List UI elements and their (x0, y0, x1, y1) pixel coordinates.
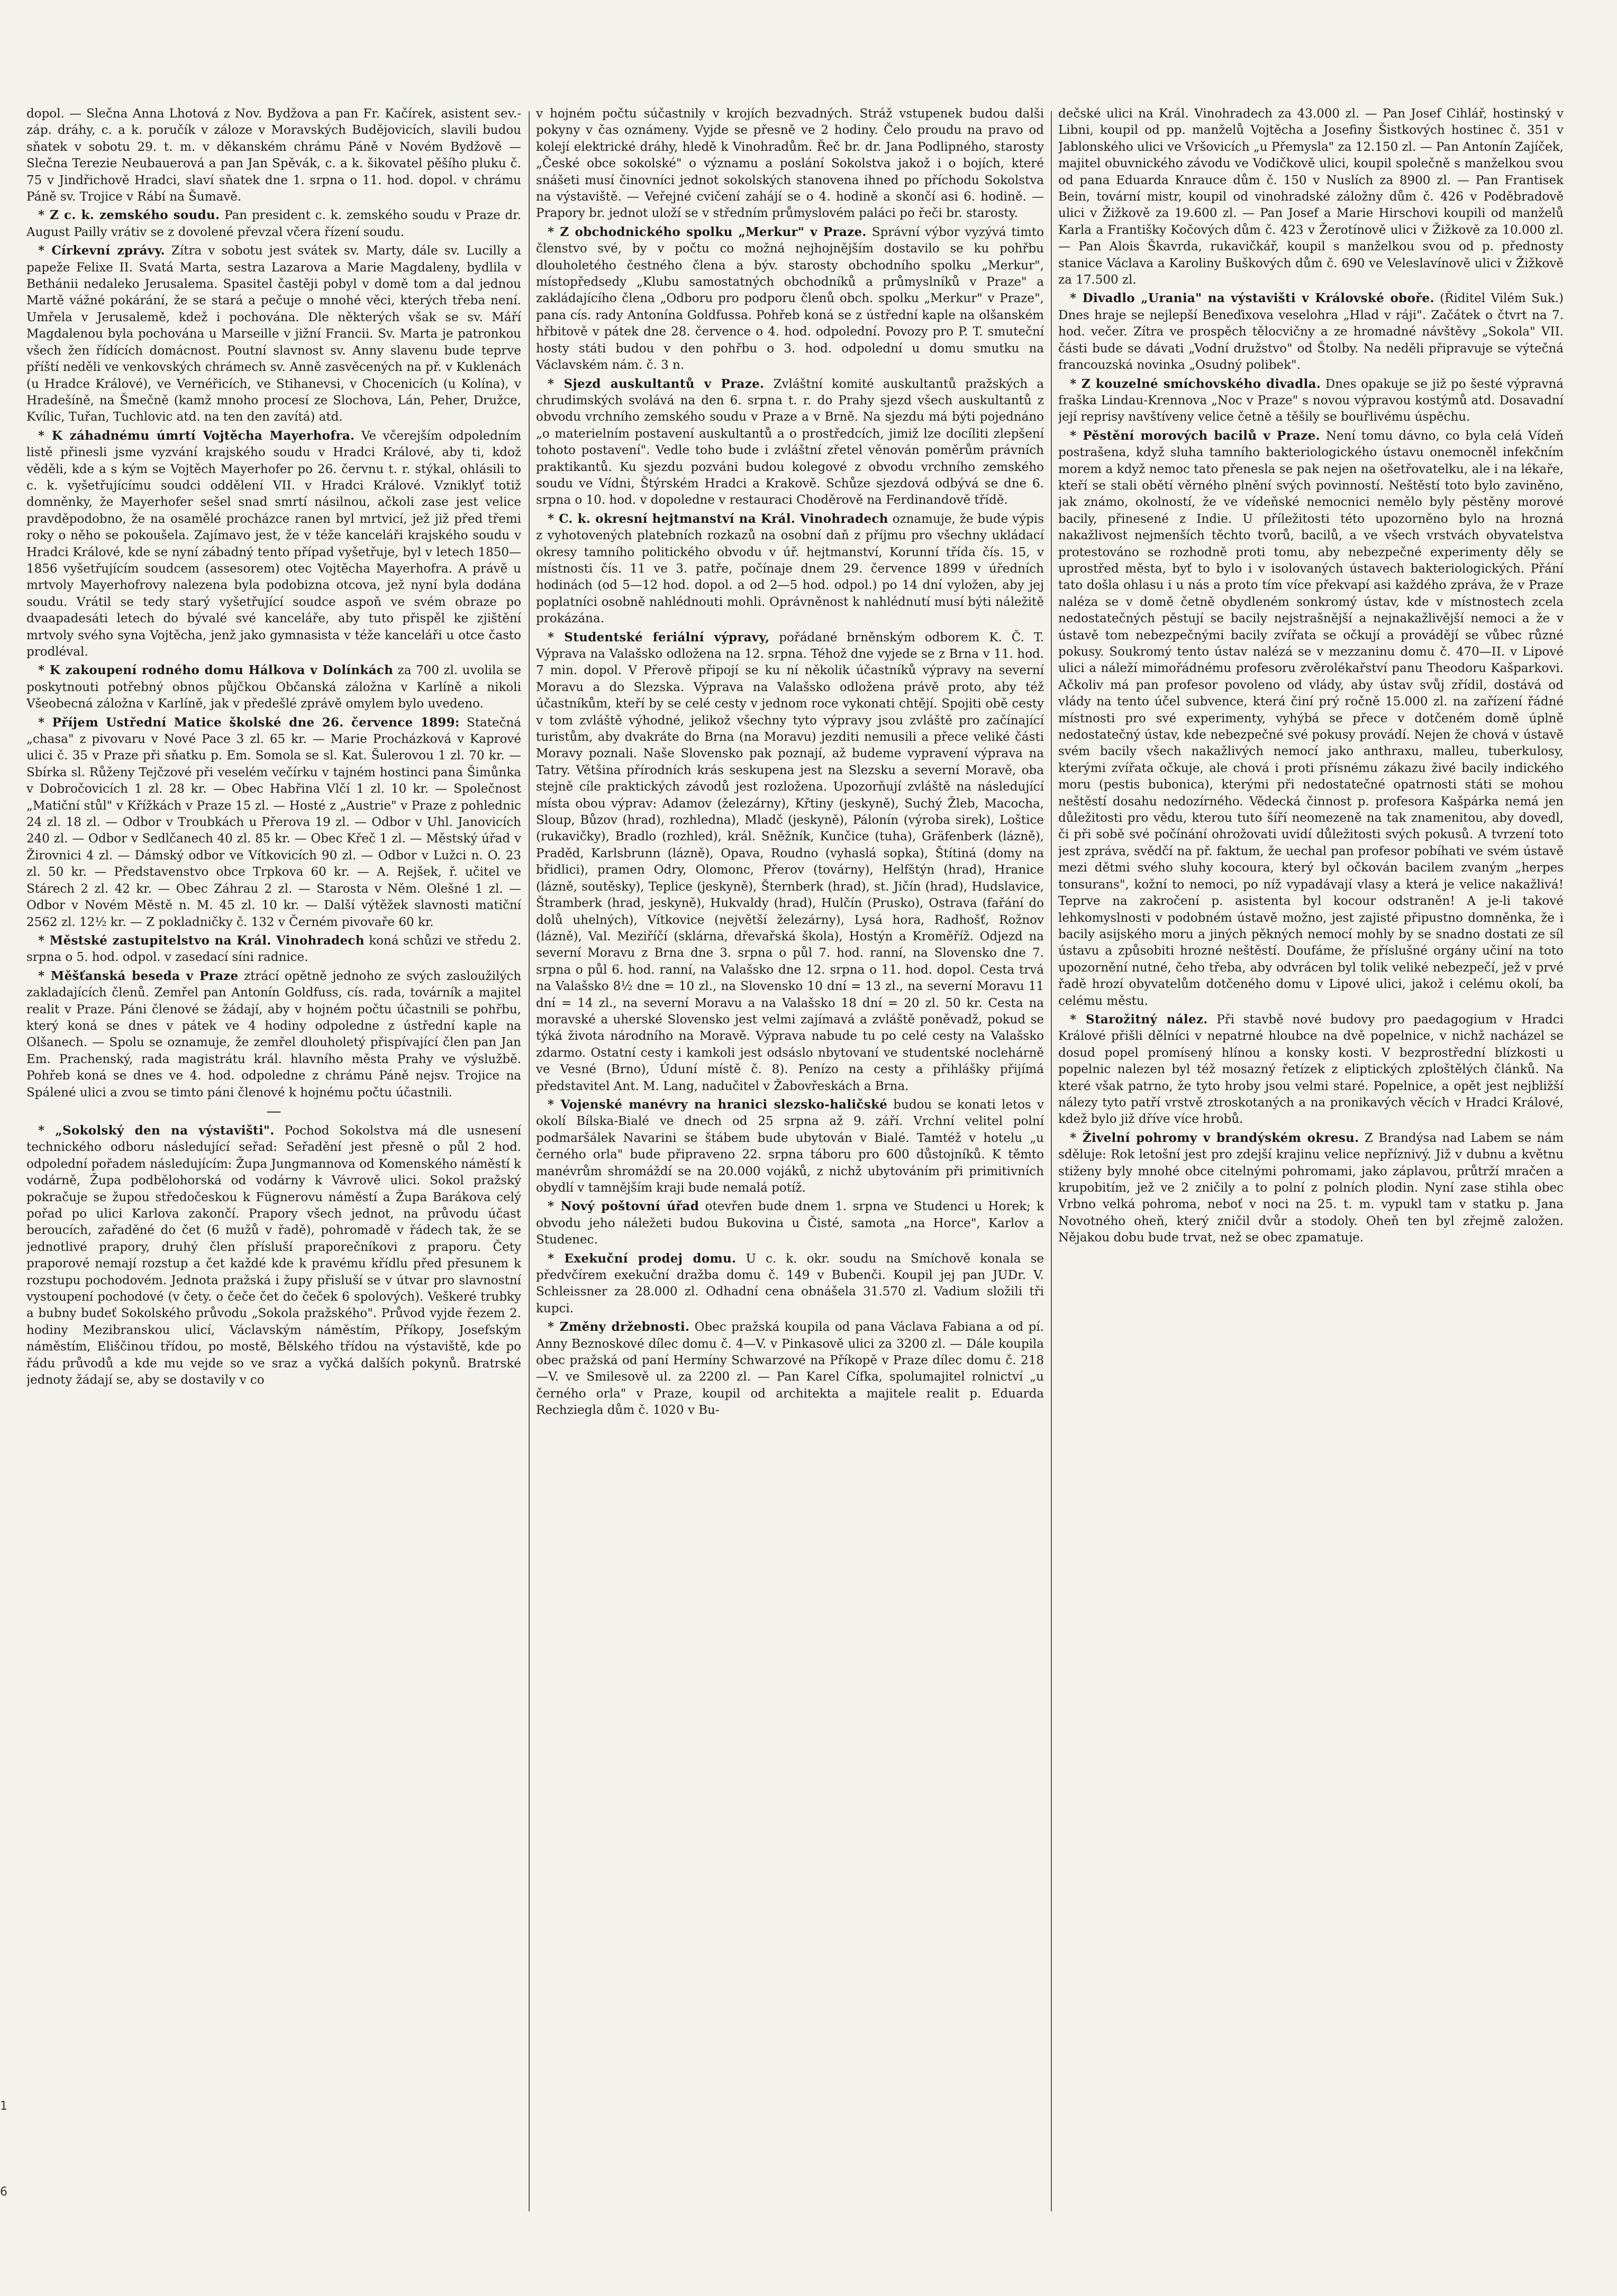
article-text: (Řiditel Vilém Suk.) Dnes hraje se nejlepší Beneďixova veselohra „Hlad v ráji". Začátek o čtvrt na 7. hod. večer. Zítra ve prospěch tělocvičny a ze hromadné návštěvy „Sokola" VII. části bude se dávati „Vodní družstvo" od Štolby. Na neděli připravuje se výtečná francouzská novinka „Osudný polibek". (1058, 292, 1564, 373)
article-headline: * Exekuční prodej domu. (548, 1251, 737, 1266)
edge-mark: 6 (0, 2185, 7, 2199)
article-text: otevřen bude dnem 1. srpna ve Studenci u Horek; k obvodu jeho náležeti budou Bukovina u Čisté, samota „na Horce", Karlov a Studenec. (536, 1200, 1044, 1247)
article-paragraph (536, 629, 1044, 1095)
article-paragraph (1058, 1011, 1564, 1128)
article-headline: * Starožitný nález. (1070, 1012, 1208, 1027)
article-text: Správní výbor vyzývá timto členstvo své, by v počtu co možná nejhojnějším dostavilo se ku pohřbu dlouholetého čestného člena a býv. starosty obchodního spolku „Merkur", místopředsedy „Klubu samostatných obchodníků a průmyslníků v Praze" a zakládajícího člena „Odboru pro podporu členů obch. spolku „Merkur" v Praze", pana cís. rady Antonína Goldfussa. Pohřeb koná se z ústřední kaple na olšanském hřbitově v pátek dne 28. července o 4. hod. odpolední. Povozy pro P. T. smuteční hosty státi budou v den pohřbu o 3. hod. odpolední u domu smutku na Václavském nám. č. 3 n. (536, 225, 1044, 373)
article-text: Z Brandýsa nad Labem se nám sděluje: Rok letošní jest pro zdejší krajinu velice nepříznivý. Již v dubnu a květnu stiženy byly mnohé obce citelnými pohromami, jako záplavou, průtrží mračen a krupobitím, jež ve 2 zničily a to polní z polních plodin. Nyní zase stihla obec Vrbno velká pohroma, neboť v noci na 25. t. m. vypukl tam v statku p. Jana Novotného oheň, který zničil dvůr a stodoly. Oheň ten byl zřejmě založen. Nějakou dobu bude trvat, než se obec zpamatuje. (1058, 1131, 1564, 1245)
article-paragraph (536, 1250, 1044, 1318)
article-headline: * K zakoupení rodného domu Hálkova v Dolínkách (38, 663, 394, 678)
article-paragraph (536, 224, 1044, 374)
article-text: oznamuje, že bude výpis z vyhotovených platebních rozkazů na osobní daň z příjmu pro všechny ukládací okresy tamního politického obvodu v úř. hejtmanství, Korunní třída čís. 15, v místnosti čís. 11 ve 3. patře, počínaje dnem 29. července 1899 v úředních hodinách (od 5—12 hod. dopol. a od 2—5 hod. odpol.) po 14 dní vyložen, aby jej poplatníci osobně nahlédnouti mohli. Oprávněnost k nahlédnutí musí býti náležitě prokázána. (536, 512, 1044, 626)
article-text: dečské ulici na Král. Vinohradech za 43.000 zl. — Pan Josef Cihlář, hostinský v Libni, koupil od pp. manželů Vojtěcha a Josefiny Šistkových hostinec č. 351 v Jablonského ulici ve Vršovicích „u Přemysla" za 12.150 zl. — Pan Antonín Zajíček, majitel obuvnického závodu ve Vodičkově ulici, koupil společně s manželkou svou od pana Eduarda Knrauce dům č. 150 v Nuslích za 8900 zl. — Pan Frantisek Bein, tovární mistr, koupil od vinohradské záložny dům č. 426 v Poděbradově ulici v Žižkově za 19.600 zl. — Pan Josef a Marie Hirschovi koupili od manželů Karla a Františky Kočových dům č. 423 v Žerotínově ulici v Žižkově za 10.000 zl. — Pan Alois Škavrda, rukavičkář, koupil s manželkou svou od p. přednosty stanice Václava a Karoliny Buškových dům č. 690 ve Veleslavínově ulici v Žižkově za 17.500 zl. (1058, 107, 1564, 287)
article-text: Dnes opakuje se již po šesté výpravná fraška Lindau-Krennova „Noc v Praze" s novou výpravou kostýmů atd. Dosavadní její reprisy navštíveny velice četně a těšily se bouřlivému úspěchu. (1058, 377, 1564, 424)
article-paragraph (1058, 428, 1564, 1010)
article-paragraph (1058, 106, 1564, 288)
article-headline: * C. k. okresní hejtmanství na Král. Vinohradech (548, 511, 888, 526)
article-headline: * Divadlo „Urania" na výstavišti v Královské oboře. (1070, 291, 1434, 306)
article-text: dopol. — Slečna Anna Lhotová z Nov. Bydžova a pan Fr. Kačírek, asistent sev.-záp. dráhy, c. a k. poručík v záloze v Moravských Budějovicích, slavili budou sňatek v sobotu 29. t. m. v děkanském chrámu Páně v Novém Bydžově — Slečna Terezie Neubauerová a pan Jan Spěvák, c. a k. šikovatel pěšího pluku č. 75 v Jindřichově Hradci, slaví sňatek dne 1. srpna o 11. hod. dopol. v chrámu Páně sv. Trojice v Rábí na Šumavě. (26, 107, 521, 204)
article-text: Není tomu dávno, co byla celá Vídeň postrašena, když sluha tamního bakteriologického ústavu onemocněl infekčním morem a když nemoc tato přenesla se pak nejen na ošetřovatelku, ale i na lékaře, kteří se stali obětí věrného plnění svých povinností. Neštěstí toto bylo zaviněno, jak známo, okolností, že ve vídeňské nemocnici nemělo byly pěstěny morové bacily, přinesené z Indie. U příležitosti této upozorněno bylo na hrozná nakažlivost nejmenších těchto tvorů, bacilů, a ve všech vrstvách obyvatelstva protestováno se rozhodně proti tomu, aby nebezpečné experimenty děly se uprostřed města, byť to bylo i v isolovaných ústavech bakteriologických. Přání tato došla ohlasu i u nás a proto tím více překvapí asi každého zpráva, že v Praze naléza se v domě četně obydleném sonkromý ústav, kde v místnostech zcela nedostatečných pěstují se bacily nejstrašnější a nejnakažlivější nemoci a že v ústavě tom nebezpečnými bacily zvířata se očkují a provádějí se vůbec různé pokusy. Soukromý tento ústav nalézá se v mezzaninu domu č. 470—II. v Lipové ulici a náleží mimořádnému profesoru zvěrolékařství panu Theodoru Kašparkovi. Ačkoliv má pan profesor povoleno od vlády, aby ústav svůj zřídil, dostává od vlády na tento účel subvence, která činí prý ročně 15.000 zl. na zařízení řádné místnosti pro své experimenty, vyhýbá se přece v dotčeném domě úplně nedostatečný ústav, kde nebezpečné své pokusy provádí. Nejen že chová v ústavě svém bacily všech nakažlivých nemocí jako anthraxu, malleu, tuberkulosy, kterými zvířata očkuje, ale chová i proti přísnému zákazu živé bacily indického moru (pestis bubonica), kterými při nedostatečné opatrnosti státi se mohou neštěstí dosahu nedozírného. Vědecká činnost p. profesora Kašpárka nemá jen důležitosti pro vědu, kterou tuto šíří neomezeně na tak znamenitou, aby dovedl, či při sobě své počínání ohrožovati uvidí důležitosti svých pokusů. A tvrzení toto jest zpráva, svědčí na př. faktum, že uechal pan profesor pobíhati ve svém ústavě mezi dětmi svého sluhy kocoura, který byl očkován bacilem zvaným „herpes tonsurans", kožní to nemoci, po níž vypadávají vlasy a která je velice nakažlivá! Teprve na zakročení p. asistenta byl kocour odstraněn! A je-li takové lehkomyslnosti v podobném ústavě možno, jest zajisté připustno domněnka, že i bacily asijského moru a jiných pěkných nemocí mohly by se snadno dostati ze síl ústavu a způsobiti hrozné neštěstí. Doufáme, že příslušné orgány učiní na toto upozornění nutné, čeho třeba, aby odvrácen byl tolik veliké nebezpečí, jež v prvé řadě hrozí obyvatelům dotčeného domu v Lipové ulici, jakož i celému okolí, ba celému městu. (1058, 429, 1564, 1008)
article-paragraph (26, 714, 521, 931)
article-headline: * Nový poštovní úřad (548, 1199, 700, 1214)
article-paragraph (26, 428, 521, 661)
article-headline: * Pěstění morových bacilů v Praze. (1070, 428, 1320, 443)
article-headline: * Z c. k. zemského soudu. (38, 208, 220, 223)
column-3 (1058, 106, 1564, 2217)
article-paragraph (26, 932, 521, 966)
article-headline: * K záhadnému úmrtí Vojtěcha Mayerhofra. (38, 428, 355, 443)
article-headline: * Živelní pohromy v brandýském okresu. (1070, 1130, 1359, 1145)
article-headline: * Městské zastupitelstvo na Král. Vinohradech (38, 933, 365, 948)
article-paragraph (26, 242, 521, 425)
article-paragraph (26, 662, 521, 712)
article-text: Zvláštní komité auskultantů pražských a chrudimských svolává na den 6. srpna t. r. do Prahy sjezd všech auskultantů z obvodu vrchního zemského soudu v Praze a v Brně. Na sjezdu má býti pojednáno „o materielním postavení auskultantů a o prostředcích, jimiž lze docíliti zlepšení tohoto postavení". Vedle toho bude i zvláštní zřetel věnován poměrům právních praktikantů. Ku sjezdu pozváni budou kolegové z obvodu vrchního zemského soudu ve Vídni, Štýrském Hradci a Krakově. Schůze sjezdová odbývá se dne 6. srpna o 10. hod. v dopoledne v restauraci Choděrově na Ferdinandově třídě. (536, 377, 1044, 507)
article-text: U c. k. okr. soudu na Smíchově konala se předvčírem exekuční dražba domu č. 149 v Bubenči. Koupil jej pan JUDr. V. Schleissner za 28.000 zl. Odhadní cena obnášela 31.570 zl. Vadium složili tři kupci. (536, 1251, 1044, 1315)
article-headline: * Z kouzelné smíchovského divadla. (1070, 376, 1321, 391)
article-paragraph (536, 1198, 1044, 1248)
column-2 (536, 106, 1044, 2217)
article-paragraph (536, 1319, 1044, 1419)
column-1 (26, 106, 521, 2217)
article-text: pořádané brněnským odborem K. Č. T. Výprava na Valašsko odložena na 12. srpna. Téhož dne vyjede se z Brna v 11. hod. 7 min. dopol. V Přerově připojí se ku ní několik účastníků výpravy na severní Moravu a do Slezska. Výprava na Valašsko odložena právě proto, aby též účastníkům, kteří by se celé cesty v jednom roce vykonati chtějí. Spojiti obě cesty v tom zvláště výhodné, jelikož všechny tyto výpravy jsou zvláště pro začínající turistům, aby dvakráte do Brna (na Moravu) jezditi nemusili a přece veliké části Moravy poznali. Naše Slovensko pak poznají, až budeme vypravení výprava na Tatry. Většina přírodních krás seskupena jest na Slezsku a severní Moravě, oba stejně cíle praktických závodů jest rozložena. Upozorňují zvláště na následující místa obou výprav: Adamov (železárny), Křtiny (jeskyně), Suchý Žleb, Macocha, Sloup, Bůzov (hrad), rozhledna), Mladč (jeskyně), Pálonín (výroba sirek), Loštice (rukavičky), Bradlo (rozhled), král. Sněžník, Kunčice (tuha), Gräfenberk (lázně), Praděd, Karlsbrunn (lázně), Opava, Roudno (vyhaslá sopka), Štítiná (domy na břidlici), pramen Odry, Olomonc, Přerov (továrny), Helfštýn (hrad), Hranice (lázně, soutěsky), Teplice (jeskyně), Šternberk (hrad), st. Jičín (hrad), Hudslavice, Štramberk (hrad, jeskyně), Hukvaldy (hrad), Hulčín (Prusko), Ostrava (fařání do dolů uhelných), Vítkovice (největší železárny), Lysá hora, Radhošť, Rožnov (lázně), Val. Meziříčí (sklárna, dřevařská škola), Hostýn a Kroměříž. Odjezd na severní Moravu z Brna dne 3. srpna o půl 7. hod. ranní, na Slovensko dne 7. srpna o půl 6. hod. ranní, na Valašsko dne 12. srpna o 11. hod. dopol. Cesta trvá na Valašsko 8½ dne = 10 zl., na Slovensko 10 dní = 13 zl., na severní Moravu 11 dní = 14 zl., na severní Moravu a na Valašsko 18 dní = 20 zl. 50 kr. Cesta na moravské a uherské Slovensko jest velmi zajímavá a zvláště poněvadž, pokud se týká života národního na Moravě. Výprava nabude tu po celé cesty na Valašsko zdarmo. Ostatní cesty i kamkoli jest odsáslo nbytovaní ve studentské noclehárně ve Vesné (Brno), Úduní místě č. 8). Penízo na cesty a přihlášky přijímá představitel Ant. M. Lang, nadučitel v Žabovřeskách a Brna. (536, 630, 1044, 1093)
article-text: Ve včerejším odpoledním listě přinesli jsme vyzvání krajského soudu v Hradci Králové, aby ti, kdož věděli, kde a s kým se Vojtěch Mayerhofer po 26. červnu t. r. stýkal, ohlásili to c. k. vyšetřujícímu soudci oddělení VII. v Hradci Králové. Vzniklyť totiž domněnky, že Mayerhofer sešel snad smrtí násilnou, ačkoli zase jest velice pravděpodobno, že na osamělé procházce ranen byl mrtvicí, jež již před třemi roky o něho se pokoušela. Zajímavo jest, že v téže kanceláři krajského soudu v Hradci Králové, kde se nyní zábadný tento případ vyšetřuje, byl v letech 1850—1856 vyšetřujícím soudcem (assesorem) otec Vojtěcha Mayerhofra. A právě u mrtvoly Mayerhofrovy nalezena byla podobizna otcova, jež nyní byla dodána soudu. Vrátil se tedy starý vyšetřující soudce aspoň ve svém obraze po dvaapadesáti letech do bývalé své kanceláře, aby tuto přispěl ke zjištění mrtvoly svého syna Vojtěcha, jenž jako gymnasista v téže kanceláři u otce často prodléval. (26, 429, 521, 659)
article-headline: * Z obchodnického spolku „Merkur" v Praze. (548, 224, 867, 239)
article-text: Obec pražská koupila od pana Václava Fabiana a od pí. Anny Beznoskové dílec domu č. 4—V. v Pinkasově ulici za 3200 zl. — Dále koupila obec pražská od paní Hermíny Schwarzové na Příkopě v Praze dílec domu č. 218—V. ve Smilesově ul. za 2200 zl. — Pan Karel Cífka, spolumajitel rolnictví „u černého orla" v Praze, koupil od architekta a majitele realit p. Eduarda Rechziegla dům č. 1020 v Bu- (536, 1320, 1044, 1418)
article-paragraph (26, 106, 521, 205)
article-text: ztrácí opětně jednoho ze svých zasloužilých zakladajících členů. Zemřel pan Antonín Goldfuss, cís. rada, továrník a majitel realit v Praze. Páni členové se žádají, aby v hojném počtu účastnili se pohřbu, který koná se dnes v pátek ve 4 hodiny odpoledne z ústřední kaple na Olšanech. — Spolu se oznamuje, že zemřel dlouholetý přispívající člen pan Jan Em. Prachenský, rada magistrátu král. hlavního města Prahy ve výslužbě. Pohřeb koná se dnes ve 4. hod. odpoledne z chrámu Páně nejsv. Trojice na Spálené ulici a zvou se timto páni členové k hojnému počtu účastnili. (26, 969, 521, 1100)
article-paragraph (26, 207, 521, 241)
article-paragraph (536, 106, 1044, 222)
article-paragraph (536, 511, 1044, 628)
article-paragraph (1058, 290, 1564, 374)
article-headline: * Změny držebnosti. (548, 1320, 690, 1335)
article-paragraph (1058, 376, 1564, 426)
article-headline: * Vojenské manévry na hranici slezsko-haličské (548, 1097, 888, 1112)
article-text: Statečná „chasa" z pivovaru v Nové Pace 3 zl. 65 kr. — Marie Procházková v Kaprové ulici č. 35 v Praze při sňatku p. Em. Somola se sl. Kat. Šulerovou 1 zl. 70 kr. — Sbírka sl. Růženy Tejčzové při veselém večírku v tajném hostinci pana Šimůnka v Dobročovicích 1 zl. 28 kr. — Obec Habřina Vlčí 1 zl. 10 kr. — Společnost „Matiční stůl" v Křížkách v Praze 15 zl. — Hosté z „Austrie" v Praze z pohlednic 24 zl. 18 zl. — Odbor v Troubkách u Přerova 19 zl. — Odbor v Uhl. Janovicích 240 zl. — Odbor v Sedlčanech 40 zl. 85 kr. — Obec Křeč 1 zl. — Městský úřad v Žirovnici 4 zl. — Dámský odbor ve Vítkovicích 90 zl. — Odbor v Lužci n. O. 23 zl. 50 kr. — Představenstvo obce Trpkova 60 kr. — A. Rejšek, ř. učitel ve Stárech 2 zl. 42 kr. — Obec Záhrau 2 zl. — Starosta v Něm. Olešné 1 zl. — Odbor v Novém Městě n. M. 45 zl. 10 kr. — Další výtěžek slavnosti matiční 2562 zl. 12½ kr. — Z pokladničky č. 132 v Černém pivovaře 60 kr. (26, 715, 521, 929)
article-text: Zítra v sobotu jest svátek sv. Marty, dále sv. Lucilly a papeže Felixe II. Svatá Marta, sestra Lazarova a Marie Magdaleny, bydlila v Bethánii nedaleko Jerusalema. Spasitel častěji pobyl v domě tom a dal jednou Martě vážné pokárání, že se stará a pečuje o mnohé věci, kterých třeba není. Umřela v Jerusalemě, kdež i pochována. Dle některých však se sv. Máří Magdalenou byla pochována u Marseille v jižní Francii. Sv. Marta je patronkou všech žen řídících domácnost. Poutní slavnost sv. Anny slavenu bude teprve příští neděli ve venkovských chrámech sv. Anně zasvěcených na př. v Kuklenách (u Hradce Králové), ve Vernéřicích, ve Stihanevsi, v Chocenicích (u Kolína), v Hradešíně, na Šmečně (kamž mnoho procesí ze Slochova, Lán, Peher, Družce, Kvílic, Tuřan, Tuchlovic atd. na ten den zavítá) atd. (26, 244, 521, 424)
article-paragraph (26, 1122, 521, 1389)
article-headline: * „Sokolský den na výstavišti". (38, 1123, 275, 1138)
article-paragraph (1058, 1130, 1564, 1247)
article-text: budou se konati letos v okolí Bílska-Bialé ve dnech od 25 srpna až 9. září. Vrchní velitel polní podmaršálek Navarini se štábem bude ubytován v Bialé. Tamtéž v hotelu „u černého orla" bude připraveno 22. srpna táboru pro 600 důstojníků. K těmto manévrům shromáždí se na 20.000 vojáků, z nichž ubytováním při primitivních obydlí v tamnějším kraji bude nemalá potíž. (536, 1097, 1044, 1195)
article-headline: * Příjem Ustřední Matice školské dne 26. července 1899: (38, 715, 460, 730)
article-paragraph (536, 376, 1044, 509)
article-paragraph (26, 968, 521, 1101)
article-paragraph (536, 1096, 1044, 1196)
article-text: Pan president c. k. zemského soudu v Praze dr. August Pailly vrátiv se z dovolené převzal včera řízení soudu. (26, 208, 521, 239)
article-headline: * Sjezd auskultantů v Praze. (548, 376, 765, 391)
article-text: Pochod Sokolstva má dle usnesení technického odboru následující seřad: Seřadění jest přesně o půl 2 hod. odpolední pořadem následujícím: Župa Jungmannova od Komenského náměstí k vodárně, Župa podbělohorská od vodárny k Vávrově ulici. Sokol pražský pokračuje se župou středočeskou k Fügnerovu náměstí a Župa Barákova celý pořad po ulici Karlova zakončí. Prapory všech jednot, na průvodu účast beroucích, zařaděné do čet (6 mužů v řadě), pohromadě v řádech tak, že se jednotlivé prapory, druhý člen přísluší praporečníkovi z praporu. Čety praporové nemají rozstup a čet každé kde k pravému křídlu před přesunem k rozstupu pochodovém. Jednota pražská i župy přisluší se v útvar pro slavnostní vystoupení pochodové (v čety. o čeče čet do čeček 6 spolových). Veškeré trubky a bubny budeť Sokolského průvodu „Sokola pražského". Průvod vyjde řezem 2. hodiny Mezibranskou ulicí, Václavským náměstím, Příkopy, Josefským náměstím, Eliščinou třídou, po mostě, Bělského třídou na výstaviště, kde po řádu průvodů a kde mu vejde so ve sraz a vyčká dalších pokynů. Bratrské jednoty žádají se, aby se dostavily v co (26, 1123, 521, 1387)
section-separator: — (266, 1102, 281, 1120)
article-text: v hojném počtu súčastnily v krojích bezvadných. Stráž vstupenek budou dalši pokyny v čas oznámeny. Vyjde se přesně ve 2 hodiny. Čelo proudu na pravo od kolejí elektrické dráhy, hledě k Vinohradům. Řeč br. dr. Jana Podlipného, starosty „České obce sokolské" o významu a poslání Sokolstva jakož i o bojích, které snášeti musí činovníci jednot sokolských stanovena ihned po příchodu Sokolstva na výstaviště. — Veřejné cvičení zahájí se o 4. hodině a skončí asi 6. hodině. — Prapory br. jednot uloží se v středním průmyslovém paláci po řeči br. starosty. (536, 107, 1044, 221)
column-rule (529, 111, 530, 2211)
column-rule (1051, 111, 1052, 2211)
article-headline: * Studentské feriální výpravy, (548, 630, 770, 645)
article-text: Při stavbě nové budovy pro paedagogium v Hradci Králové přišli dělníci v nepatrné hloubce na dvě popelnice, v nichž nacházel se dosud popel promísený hlínou a konsky kosti. V bezprostřední blízkosti u popelnic nalezen byl též mosazný řetízek z eliptických zploštělých článků. Na které však patrno, že tyto hroby jsou velmi staré. Popelnice, a opět jest nejbližší nálezy tyto patří vrstvě ztroskotaných a na pronikavých věcích v Hradci Králové, kdež bylo již dříve více hrobů. (1058, 1012, 1564, 1127)
article-text: koná schůzi ve středu 2. srpna o 5. hod. odpol. v zasedací síni radnice. (26, 933, 521, 965)
article-text: za 700 zl. uvolila se poskytnouti potřebný obnos půjčkou Občanská záložna v Karlíně a nikoli Všeobecná záložna v Karlíně, jak v předešlé zprávě omylem bylo uvedeno. (26, 664, 521, 711)
article-headline: * Církevní zprávy. (38, 243, 165, 258)
article-headline: * Měšťanská beseda v Praze (38, 968, 239, 983)
edge-mark: 1 (0, 2100, 7, 2113)
